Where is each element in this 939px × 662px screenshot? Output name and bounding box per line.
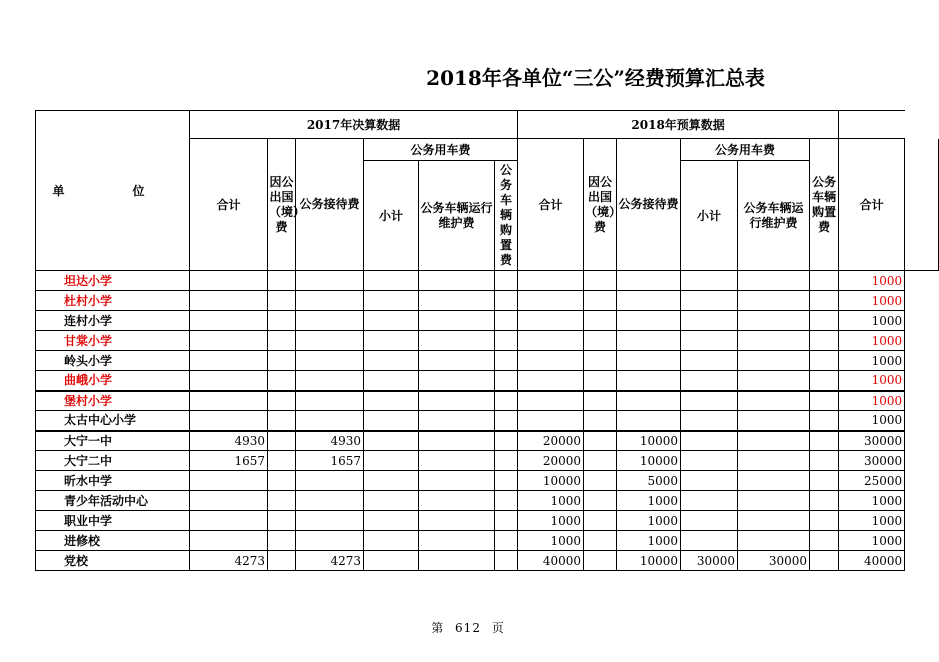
unit-name-cell: 岭头小学: [36, 351, 190, 371]
cell-last-total: 40000: [839, 551, 905, 571]
cell-y17-subtotal: [364, 431, 419, 451]
cell-y17-subtotal: [364, 351, 419, 371]
cell-last-total: 25000: [839, 471, 905, 491]
cell-last-total: 1000: [839, 311, 905, 331]
page-suffix: 页: [491, 621, 505, 635]
cell-y17-abroad: [268, 551, 296, 571]
cell-y18-purchase: [810, 431, 839, 451]
cell-y18-maint: 30000: [738, 551, 810, 571]
cell-y18-total: [518, 311, 584, 331]
cell-y17-reception: 4930: [296, 431, 364, 451]
cell-y18-maint: [738, 351, 810, 371]
cell-y18-maint: [738, 531, 810, 551]
cell-y18-total: 1000: [518, 491, 584, 511]
unit-header: 单 位: [36, 111, 190, 271]
row-edge: [905, 311, 939, 331]
cell-y18-purchase: [810, 411, 839, 431]
cell-last-total: 1000: [839, 411, 905, 431]
cell-y17-abroad: [268, 451, 296, 471]
cell-y18-reception: 1000: [617, 511, 681, 531]
cell-y17-reception: [296, 531, 364, 551]
cell-y17-maint: [419, 431, 495, 451]
cell-y18-total: [518, 331, 584, 351]
cell-y17-total: [190, 311, 268, 331]
cell-y18-abroad: [584, 391, 617, 411]
row-edge: [905, 411, 939, 431]
cell-y17-purchase: [495, 551, 518, 571]
table-row: [36, 451, 939, 471]
cell-y17-reception: [296, 271, 364, 291]
cell-y17-abroad: [268, 471, 296, 491]
cell-y18-total: [518, 271, 584, 291]
cell-y17-purchase: [495, 531, 518, 551]
cell-y18-reception: 10000: [617, 451, 681, 471]
cell-y17-maint: [419, 311, 495, 331]
total-2018-header: 合计: [518, 139, 584, 271]
cell-y17-reception: 1657: [296, 451, 364, 471]
unit-name-cell: 进修校: [36, 531, 190, 551]
table-row: [36, 291, 939, 311]
cell-y17-total: [190, 511, 268, 531]
cell-y18-subtotal: [681, 471, 738, 491]
cell-y17-abroad: [268, 491, 296, 511]
table-row: [36, 311, 939, 331]
cell-y17-subtotal: [364, 271, 419, 291]
header-row-1: [36, 111, 939, 139]
cell-last-total: 30000: [839, 451, 905, 471]
cell-y18-abroad: [584, 371, 617, 391]
row-edge: [905, 391, 939, 411]
cell-y18-abroad: [584, 551, 617, 571]
car-purchase-2017-header: 公务车辆购置费: [495, 161, 518, 271]
cell-y17-total: [190, 291, 268, 311]
cell-last-total: 1000: [839, 531, 905, 551]
cell-y17-maint: [419, 331, 495, 351]
unit-name-cell: 职业中学: [36, 511, 190, 531]
cell-y18-subtotal: [681, 371, 738, 391]
subtotal-2018-header: 小计: [681, 161, 738, 271]
cell-y17-reception: [296, 511, 364, 531]
car-maint-2017-header: 公务车辆运行维护费: [419, 161, 495, 271]
cell-y18-abroad: [584, 271, 617, 291]
cell-y18-reception: 10000: [617, 551, 681, 571]
unit-name-cell: 昕水中学: [36, 471, 190, 491]
cell-y18-subtotal: 30000: [681, 551, 738, 571]
cell-y18-purchase: [810, 511, 839, 531]
cell-y18-maint: [738, 451, 810, 471]
cell-y17-reception: [296, 351, 364, 371]
cell-y18-abroad: [584, 491, 617, 511]
cell-y18-total: 40000: [518, 551, 584, 571]
total-2017-header: 合计: [190, 139, 268, 271]
cell-y18-reception: 10000: [617, 431, 681, 451]
cell-y18-purchase: [810, 291, 839, 311]
row-edge: [905, 351, 939, 371]
cell-y18-reception: [617, 271, 681, 291]
cell-y17-purchase: [495, 411, 518, 431]
cell-y17-reception: 4273: [296, 551, 364, 571]
cell-y17-total: [190, 391, 268, 411]
cell-y18-subtotal: [681, 331, 738, 351]
cell-y18-subtotal: [681, 391, 738, 411]
table-row: [36, 351, 939, 371]
cell-y18-abroad: [584, 411, 617, 431]
cell-y17-maint: [419, 291, 495, 311]
cell-y17-purchase: [495, 391, 518, 411]
cell-y17-abroad: [268, 511, 296, 531]
cell-y17-abroad: [268, 391, 296, 411]
unit-name-cell: 大宁二中: [36, 451, 190, 471]
cell-y17-purchase: [495, 291, 518, 311]
cell-last-total: 1000: [839, 351, 905, 371]
cell-y17-abroad: [268, 311, 296, 331]
report-title: 2018年各单位“三公”经费预算汇总表: [426, 66, 765, 90]
cell-y17-total: [190, 471, 268, 491]
cell-y18-total: [518, 391, 584, 411]
car-maint-2018-header: 公务车辆运行维护费: [738, 161, 810, 271]
cell-y18-purchase: [810, 371, 839, 391]
cell-y17-maint: [419, 531, 495, 551]
cell-y17-maint: [419, 511, 495, 531]
cell-y18-subtotal: [681, 511, 738, 531]
cell-y18-purchase: [810, 491, 839, 511]
cell-y17-purchase: [495, 371, 518, 391]
cell-y18-purchase: [810, 311, 839, 331]
cell-y18-reception: 5000: [617, 471, 681, 491]
cell-y18-purchase: [810, 391, 839, 411]
cell-y18-reception: [617, 411, 681, 431]
last-total-header: 合计: [839, 139, 905, 271]
unit-name-cell: 甘棠小学: [36, 331, 190, 351]
cell-y18-purchase: [810, 551, 839, 571]
cell-y17-reception: [296, 391, 364, 411]
cell-y17-abroad: [268, 371, 296, 391]
row-edge: [905, 491, 939, 511]
cell-y17-maint: [419, 351, 495, 371]
cell-y18-subtotal: [681, 431, 738, 451]
table-row: [36, 271, 939, 291]
cell-y17-total: [190, 491, 268, 511]
budget-table: [35, 110, 939, 571]
page-footer: [0, 619, 936, 636]
cell-last-total: 30000: [839, 431, 905, 451]
cell-y17-reception: [296, 371, 364, 391]
cell-y17-purchase: [495, 331, 518, 351]
cell-y18-reception: [617, 371, 681, 391]
cell-y17-subtotal: [364, 491, 419, 511]
cell-y18-purchase: [810, 331, 839, 351]
cell-y17-maint: [419, 551, 495, 571]
cell-y18-total: 20000: [518, 451, 584, 471]
cell-y17-maint: [419, 391, 495, 411]
cell-last-total: 1000: [839, 491, 905, 511]
table-row: [36, 551, 939, 571]
cell-y17-abroad: [268, 411, 296, 431]
cell-y17-reception: [296, 331, 364, 351]
cell-y18-maint: [738, 491, 810, 511]
cell-y17-subtotal: [364, 451, 419, 471]
edge-header: [905, 139, 939, 271]
cell-y18-maint: [738, 371, 810, 391]
cell-y17-reception: [296, 411, 364, 431]
car-purchase-2018-header: 公务车辆购置费: [810, 139, 839, 271]
cell-y18-total: [518, 411, 584, 431]
cell-y17-subtotal: [364, 411, 419, 431]
cell-y18-reception: [617, 291, 681, 311]
cell-y18-abroad: [584, 351, 617, 371]
table-row: [36, 411, 939, 431]
cell-last-total: 1000: [839, 511, 905, 531]
cell-y17-abroad: [268, 431, 296, 451]
cell-y18-subtotal: [681, 411, 738, 431]
table-row: [36, 511, 939, 531]
cell-y18-abroad: [584, 291, 617, 311]
cell-y18-maint: [738, 271, 810, 291]
cell-y17-subtotal: [364, 551, 419, 571]
cell-y17-abroad: [268, 351, 296, 371]
cell-last-total: 1000: [839, 291, 905, 311]
row-edge: [905, 331, 939, 351]
cell-y18-reception: [617, 391, 681, 411]
cell-y17-total: 4930: [190, 431, 268, 451]
cell-y18-maint: [738, 431, 810, 451]
blank-edge: [905, 111, 939, 139]
cell-y17-subtotal: [364, 511, 419, 531]
unit-name-cell: 党校: [36, 551, 190, 571]
unit-name-cell: 太古中心小学: [36, 411, 190, 431]
cell-y17-subtotal: [364, 531, 419, 551]
cell-y17-maint: [419, 411, 495, 431]
car-group-2017-header: 公务用车费: [364, 139, 518, 161]
cell-y17-maint: [419, 491, 495, 511]
unit-name-cell: 杜村小学: [36, 291, 190, 311]
cell-y18-reception: 1000: [617, 491, 681, 511]
cell-last-total: 1000: [839, 371, 905, 391]
reception-2018-header: 公务接待费: [617, 139, 681, 271]
cell-last-total: 1000: [839, 331, 905, 351]
cell-y18-maint: [738, 511, 810, 531]
cell-y18-abroad: [584, 511, 617, 531]
cell-y18-subtotal: [681, 491, 738, 511]
cell-y17-total: [190, 351, 268, 371]
row-edge: [905, 471, 939, 491]
abroad-2018-header: 因公出国（境）费: [584, 139, 617, 271]
row-edge: [905, 271, 939, 291]
cell-y18-total: 1000: [518, 531, 584, 551]
cell-y17-abroad: [268, 271, 296, 291]
page-prefix: 第: [431, 621, 445, 635]
blank-header: [839, 111, 905, 139]
cell-y18-abroad: [584, 531, 617, 551]
cell-y17-total: [190, 531, 268, 551]
cell-y18-purchase: [810, 471, 839, 491]
cell-y18-total: 10000: [518, 471, 584, 491]
cell-y18-abroad: [584, 331, 617, 351]
row-edge: [905, 511, 939, 531]
cell-y18-subtotal: [681, 451, 738, 471]
row-edge: [905, 551, 939, 571]
cell-y17-reception: [296, 311, 364, 331]
car-group-2018-header: 公务用车费: [681, 139, 810, 161]
cell-y18-reception: 1000: [617, 531, 681, 551]
cell-y17-abroad: [268, 291, 296, 311]
cell-y17-maint: [419, 371, 495, 391]
cell-y18-maint: [738, 291, 810, 311]
cell-y17-abroad: [268, 531, 296, 551]
cell-y17-purchase: [495, 511, 518, 531]
table-row: [36, 531, 939, 551]
cell-y17-maint: [419, 471, 495, 491]
cell-y18-abroad: [584, 451, 617, 471]
cell-y17-subtotal: [364, 331, 419, 351]
cell-y18-subtotal: [681, 271, 738, 291]
row-edge: [905, 291, 939, 311]
cell-y17-purchase: [495, 311, 518, 331]
table-row: [36, 431, 939, 451]
cell-y17-subtotal: [364, 371, 419, 391]
cell-y17-maint: [419, 451, 495, 471]
cell-y17-subtotal: [364, 471, 419, 491]
reception-2017-header: 公务接待费: [296, 139, 364, 271]
cell-y17-abroad: [268, 331, 296, 351]
cell-y17-purchase: [495, 491, 518, 511]
cell-y18-maint: [738, 391, 810, 411]
unit-name-cell: 曲峨小学: [36, 371, 190, 391]
row-edge: [905, 451, 939, 471]
row-edge: [905, 371, 939, 391]
table-row: [36, 371, 939, 391]
cell-y18-purchase: [810, 531, 839, 551]
cell-y18-subtotal: [681, 351, 738, 371]
table-row: [36, 471, 939, 491]
cell-y18-subtotal: [681, 291, 738, 311]
unit-name-cell: 坦达小学: [36, 271, 190, 291]
cell-y18-reception: [617, 351, 681, 371]
cell-y17-total: [190, 331, 268, 351]
cell-y17-total: [190, 371, 268, 391]
cell-y18-purchase: [810, 451, 839, 471]
cell-y17-total: 4273: [190, 551, 268, 571]
cell-last-total: 1000: [839, 391, 905, 411]
cell-y18-abroad: [584, 431, 617, 451]
cell-y18-maint: [738, 411, 810, 431]
cell-y17-purchase: [495, 351, 518, 371]
table-row: [36, 391, 939, 411]
cell-y18-abroad: [584, 311, 617, 331]
cell-y18-maint: [738, 471, 810, 491]
cell-y17-total: 1657: [190, 451, 268, 471]
cell-y18-subtotal: [681, 311, 738, 331]
cell-y17-maint: [419, 271, 495, 291]
row-edge: [905, 431, 939, 451]
cell-last-total: 1000: [839, 271, 905, 291]
cell-y18-total: 20000: [518, 431, 584, 451]
group-2017-header: 2017年决算数据: [190, 111, 518, 139]
cell-y18-maint: [738, 311, 810, 331]
abroad-2017-header: 因公出国（境）费: [268, 139, 296, 271]
cell-y18-abroad: [584, 471, 617, 491]
cell-y18-total: 1000: [518, 511, 584, 531]
cell-y18-maint: [738, 331, 810, 351]
group-2018-header: 2018年预算数据: [518, 111, 839, 139]
cell-y18-total: [518, 351, 584, 371]
cell-y17-total: [190, 271, 268, 291]
cell-y17-total: [190, 411, 268, 431]
cell-y17-reception: [296, 471, 364, 491]
cell-y18-purchase: [810, 271, 839, 291]
subtotal-2017-header: 小计: [364, 161, 419, 271]
cell-y17-purchase: [495, 431, 518, 451]
cell-y18-purchase: [810, 351, 839, 371]
cell-y17-subtotal: [364, 391, 419, 411]
cell-y17-reception: [296, 291, 364, 311]
cell-y18-reception: [617, 331, 681, 351]
cell-y17-purchase: [495, 471, 518, 491]
cell-y17-purchase: [495, 271, 518, 291]
cell-y17-subtotal: [364, 291, 419, 311]
unit-name-cell: 连村小学: [36, 311, 190, 331]
cell-y17-reception: [296, 491, 364, 511]
table-row: [36, 331, 939, 351]
page-number: 612: [455, 621, 481, 635]
cell-y17-purchase: [495, 451, 518, 471]
unit-name-cell: 青少年活动中心: [36, 491, 190, 511]
cell-y18-subtotal: [681, 531, 738, 551]
cell-y17-subtotal: [364, 311, 419, 331]
unit-name-cell: 大宁一中: [36, 431, 190, 451]
cell-y18-total: [518, 291, 584, 311]
cell-y18-total: [518, 371, 584, 391]
row-edge: [905, 531, 939, 551]
cell-y18-reception: [617, 311, 681, 331]
unit-name-cell: 堡村小学: [36, 391, 190, 411]
table-row: [36, 491, 939, 511]
